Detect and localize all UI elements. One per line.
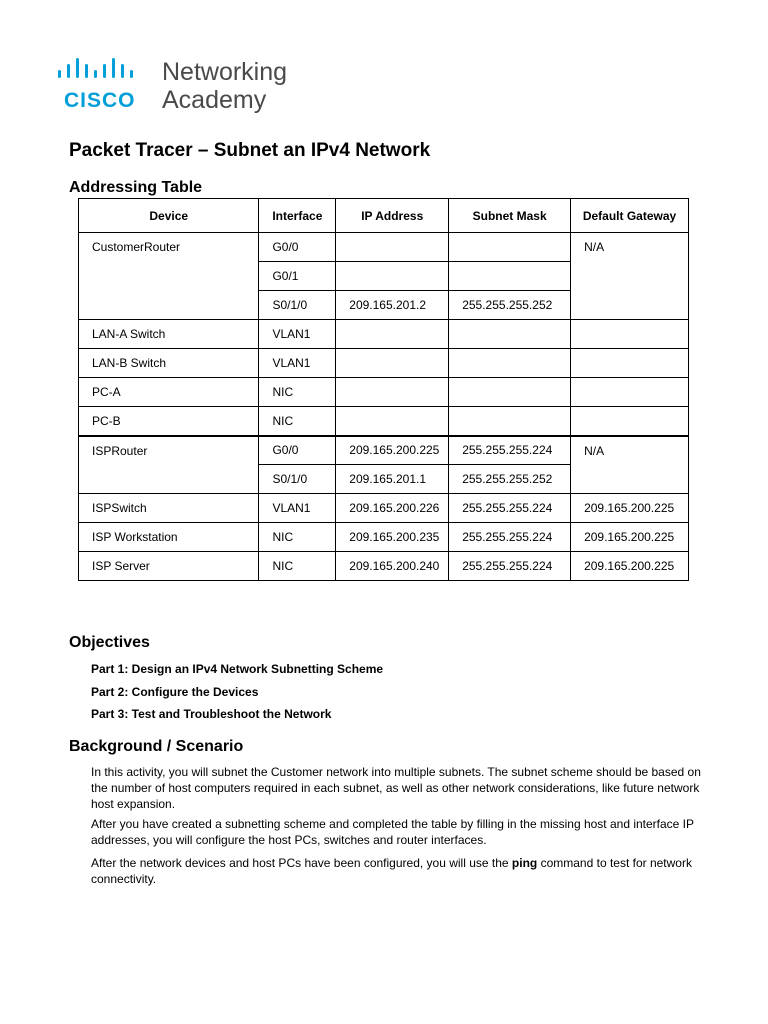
cell-mask (449, 320, 571, 349)
col-ip-address: IP Address (336, 199, 449, 233)
cell-gateway: 209.165.200.225 (571, 552, 689, 581)
cell-gateway: 209.165.200.225 (571, 523, 689, 552)
cell-ip: 209.165.200.235 (336, 523, 449, 552)
logo-brand: CISCO (64, 89, 136, 112)
cell-interface: NIC (259, 523, 336, 552)
background-paragraph-3 (91, 855, 711, 887)
cell-device: ISPSwitch (79, 494, 259, 523)
cell-gateway (571, 378, 689, 407)
objectives-heading: Objectives (69, 634, 150, 651)
col-device: Device (79, 199, 259, 233)
cisco-logo (56, 58, 316, 120)
cell-device: PC-B (79, 407, 259, 436)
cell-mask (449, 349, 571, 378)
cell-interface: G0/0 (259, 436, 336, 465)
cell-mask (449, 407, 571, 436)
cell-ip: 209.165.200.240 (336, 552, 449, 581)
cell-interface: VLAN1 (259, 320, 336, 349)
cell-mask (449, 233, 571, 262)
objective-item: Part 3: Test and Troubleshoot the Network (91, 707, 332, 721)
table-row (79, 523, 689, 552)
cell-gateway: 209.165.200.225 (571, 494, 689, 523)
table-row (79, 436, 689, 465)
cell-ip (336, 262, 449, 291)
cell-interface: NIC (259, 407, 336, 436)
cell-gateway (571, 349, 689, 378)
table-row (79, 349, 689, 378)
objective-item: Part 2: Configure the Devices (91, 685, 259, 699)
background-heading: Background / Scenario (69, 738, 244, 755)
cell-interface: S0/1/0 (259, 465, 336, 494)
cell-ip (336, 407, 449, 436)
table-row (79, 378, 689, 407)
cell-ip (336, 378, 449, 407)
cell-interface: G0/1 (259, 262, 336, 291)
cell-mask: 255.255.255.224 (449, 436, 571, 465)
cell-ip: 209.165.201.1 (336, 465, 449, 494)
col-interface: Interface (259, 199, 336, 233)
table-row (79, 233, 689, 262)
cell-ip: 209.165.200.225 (336, 436, 449, 465)
paragraph-text: command to test for network connectivity. (91, 856, 692, 886)
addressing-table (78, 198, 689, 581)
table-header-row (79, 199, 689, 233)
cell-mask: 255.255.255.252 (449, 291, 571, 320)
page-title: Packet Tracer – Subnet an IPv4 Network (69, 140, 431, 161)
cell-device: LAN-B Switch (79, 349, 259, 378)
background-paragraph-2: After you have created a subnetting scheme and completed the table by filling in the missing host and interface IP addresses, you will configure the host PCs, switches and router interfaces. (91, 817, 694, 847)
objective-item: Part 1: Design an IPv4 Network Subnetting Scheme (91, 662, 384, 676)
cell-device: PC-A (79, 378, 259, 407)
cell-mask (449, 378, 571, 407)
ping-command: ping (511, 856, 538, 870)
cell-interface: S0/1/0 (259, 291, 336, 320)
cell-device: LAN-A Switch (79, 320, 259, 349)
table-row (79, 320, 689, 349)
cell-gateway: N/A (571, 233, 689, 320)
cell-mask: 255.255.255.252 (449, 465, 571, 494)
cell-ip: 209.165.201.2 (336, 291, 449, 320)
cell-ip (336, 233, 449, 262)
cell-device: ISP Workstation (79, 523, 259, 552)
table-row (79, 407, 689, 436)
table-row (79, 552, 689, 581)
cell-mask: 255.255.255.224 (449, 552, 571, 581)
table-row (79, 494, 689, 523)
logo-line2: Academy (162, 86, 267, 114)
cell-device: ISP Server (79, 552, 259, 581)
cisco-bars-icon (56, 58, 152, 84)
cell-device: ISPRouter (79, 436, 259, 494)
cell-mask: 255.255.255.224 (449, 494, 571, 523)
logo-line1: Networking (162, 58, 288, 86)
cell-gateway (571, 407, 689, 436)
cell-interface: NIC (259, 378, 336, 407)
addressing-heading: Addressing Table (69, 179, 203, 196)
paragraph-text: After the network devices and host PCs have been configured, you will use the (91, 856, 512, 870)
cell-ip (336, 320, 449, 349)
cell-ip: 209.165.200.226 (336, 494, 449, 523)
cell-mask (449, 262, 571, 291)
cell-device: CustomerRouter (79, 233, 259, 320)
background-paragraph-1: In this activity, you will subnet the Customer network into multiple subnets. The subnet scheme should be based on the number of host computers required in each subnet, as well as other network considerations, like future network host expansion. (91, 765, 701, 811)
col-subnet-mask: Subnet Mask (449, 199, 571, 233)
cell-interface: VLAN1 (259, 494, 336, 523)
col-default-gateway: Default Gateway (571, 199, 689, 233)
cell-gateway: N/A (571, 436, 689, 494)
cell-mask: 255.255.255.224 (449, 523, 571, 552)
cell-interface: G0/0 (259, 233, 336, 262)
cell-interface: VLAN1 (259, 349, 336, 378)
cell-interface: NIC (259, 552, 336, 581)
cell-ip (336, 349, 449, 378)
cell-gateway (571, 320, 689, 349)
